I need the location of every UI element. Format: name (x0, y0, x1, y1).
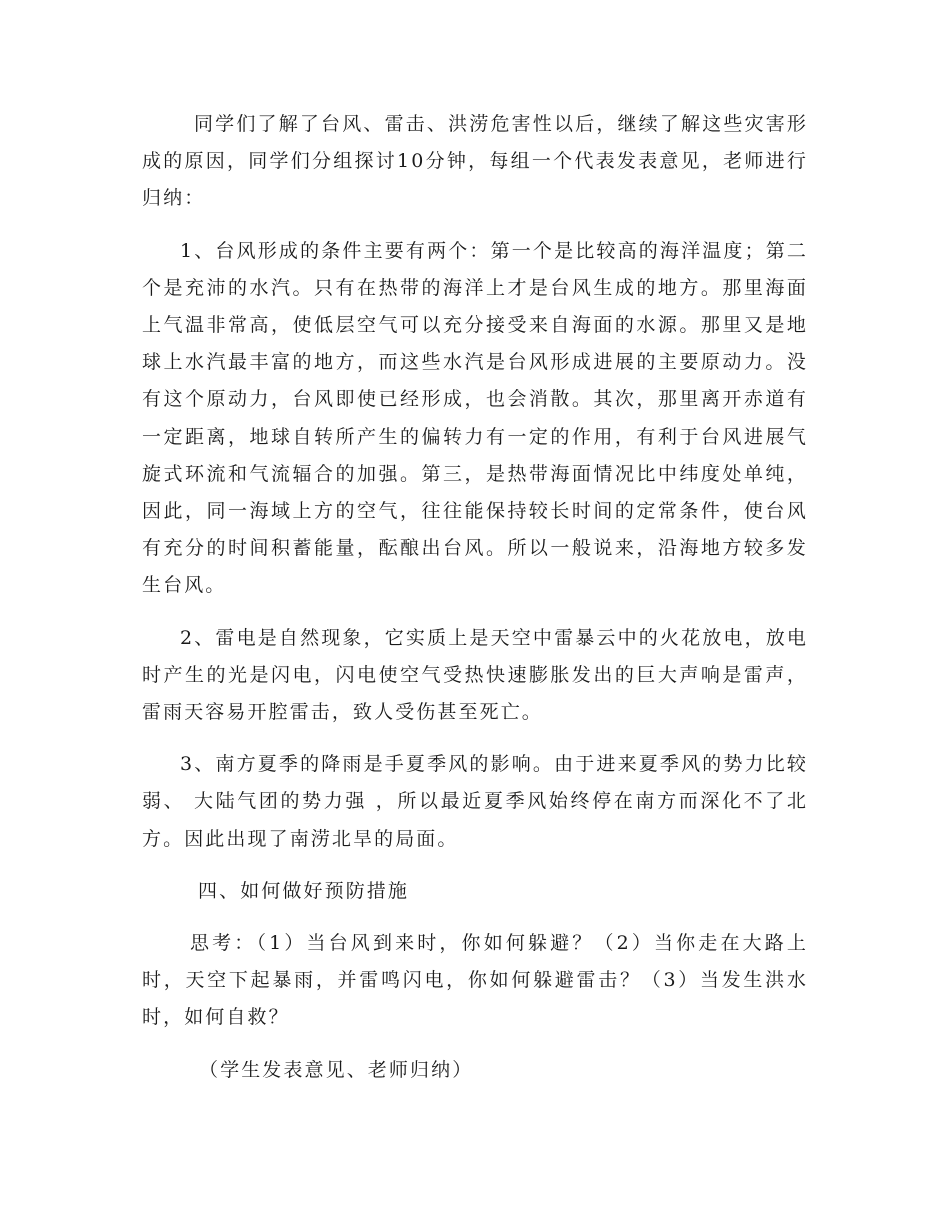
section-heading: 四、如何做好预防措施 (198, 879, 410, 902)
cause-flood-paragraph: 3、南方夏季的降雨是手夏季风的影响。由于进来夏季风的势力比较弱、 大陆气团的势力强 ，所以最近夏季风始终停在南方而深化不了北方。因此出现了南涝北旱的局面。 (142, 753, 808, 850)
intro-paragraph: 同学们了解了台风、雷击、洪涝危害性以后，继续了解这些灾害形成的原因，同学们分组探讨10分钟，每组一个代表发表意见，老师进行归纳： (142, 113, 808, 210)
cause-typhoon-paragraph: 1、台风形成的条件主要有两个：第一个是比较高的海洋温度；第二个是充沛的水汽。只有在热带的海洋上才是台风生成的地方。那里海面上气温非常高，使低层空气可以充分接受来自海面的水源。那里又是地球上水汽最丰富的地方，而这些水汽是台风形成进展的主要原动力。没有这个原动力，台风即使已经形成，也会消散。其次，那里离开赤道有一定距离，地球自转所产生的偏转力有一定的作用，有利于台风进展气旋式环流和气流辐合的加强。第三，是热带海面情况比中纬度处单纯，因此，同一海域上方的空气，往往能保持较长时间的定常条件，使台风有充分的时间积蓄能量，酝酿出台风。所以一般说来，沿海地方较多发生台风。 (142, 239, 808, 597)
teacher-note: （学生发表意见、老师归纳） (199, 1058, 474, 1081)
cause-lightning-paragraph: 2、雷电是自然现象，它实质上是天空中雷暴云中的火花放电，放电时产生的光是闪电，闪电使空气受热快速膨胀发出的巨大声响是雷声，雷雨天容易开腔雷击，致人受伤甚至死亡。 (142, 626, 808, 724)
think-questions-paragraph: 思考：（1）当台风到来时，你如何躲避？（2）当你走在大路上时，天空下起暴雨，并雷鸣闪电，你如何躲避雷击？（3）当发生洪水时，如何自救？ (142, 932, 808, 1029)
document-body (142, 106, 808, 1089)
